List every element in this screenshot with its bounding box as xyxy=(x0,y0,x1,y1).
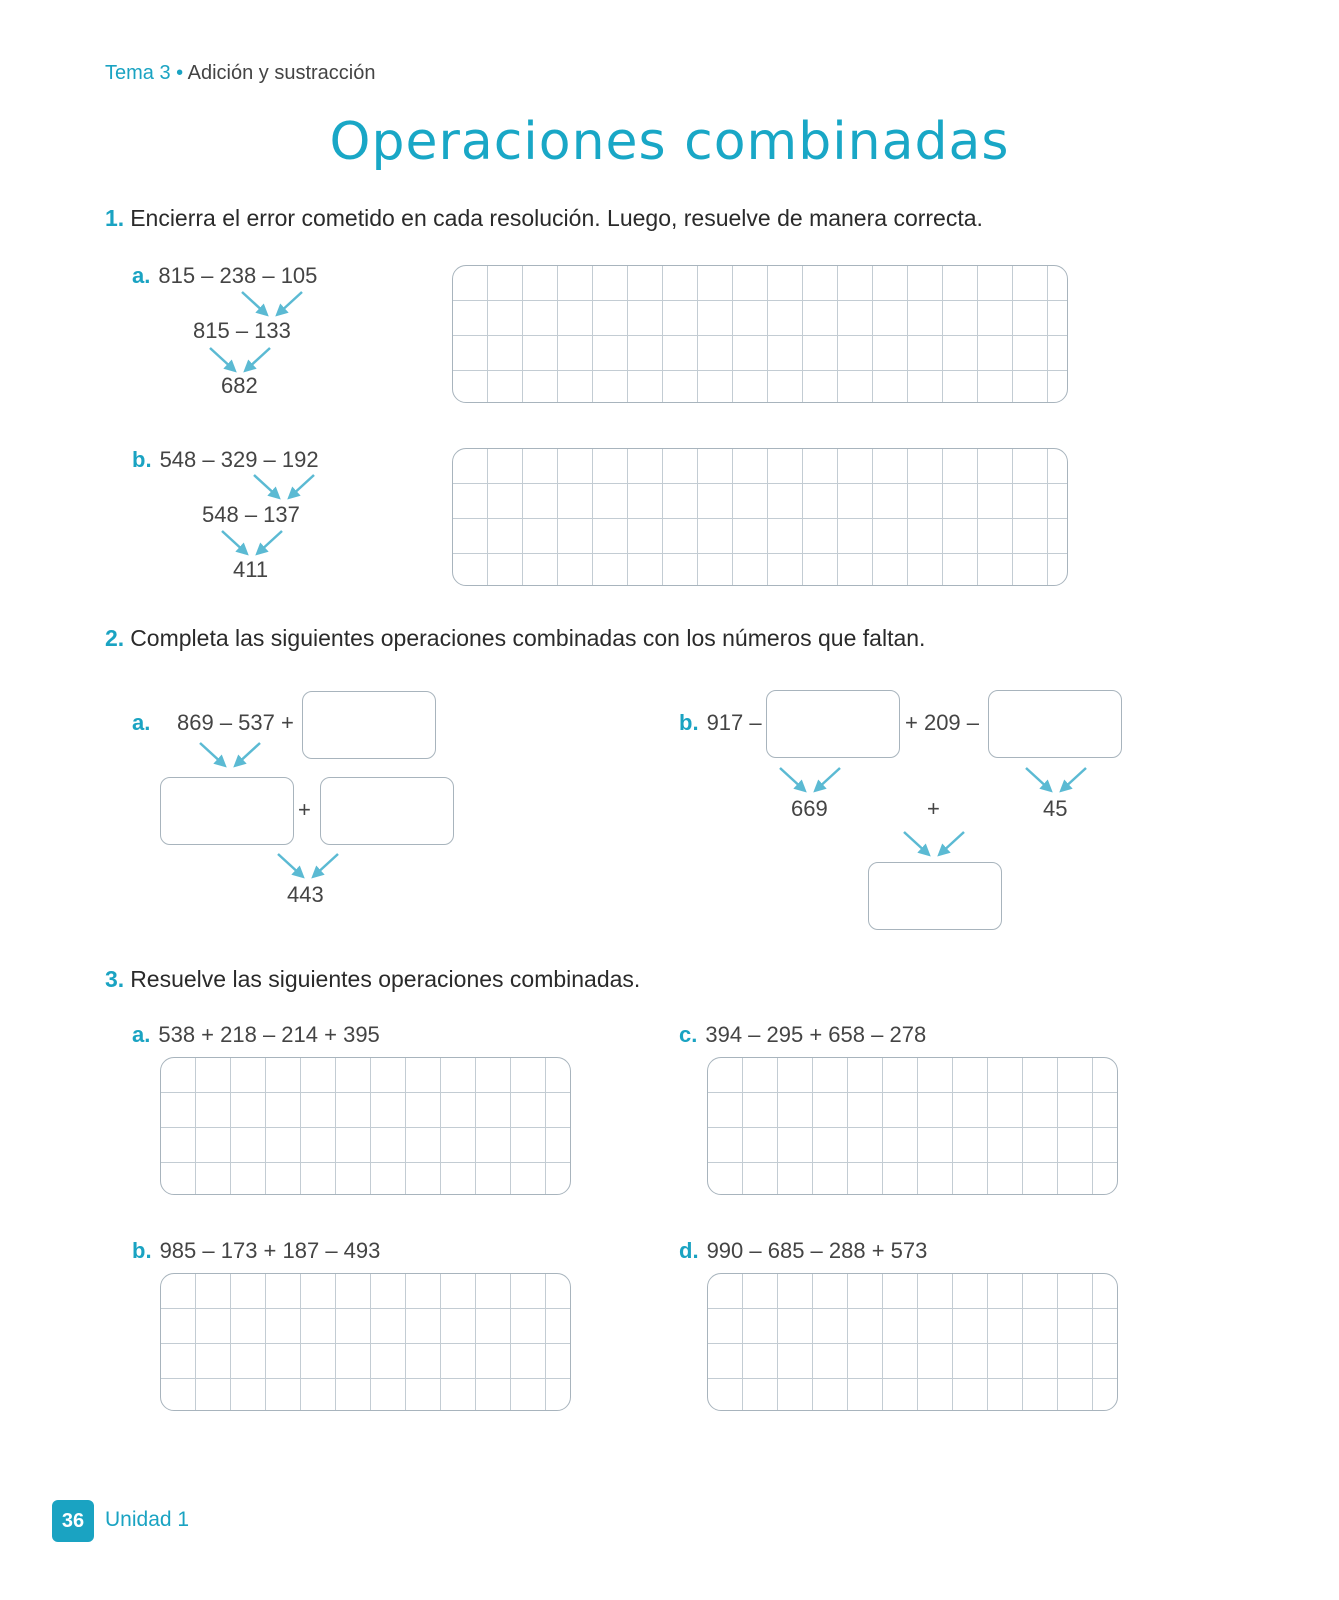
q2a-plus: + xyxy=(298,797,311,822)
q2b-right-result: 45 xyxy=(1043,796,1068,821)
q3c-answer-grid[interactable] xyxy=(707,1057,1118,1195)
q3d-expression: 990 – 685 – 288 + 573 xyxy=(706,1238,928,1263)
q2b-blank-2[interactable] xyxy=(988,690,1122,758)
question-1-number: 1. xyxy=(105,205,125,231)
q2b-arrows-right xyxy=(1022,766,1092,794)
q1b-arrows-1 xyxy=(250,473,320,501)
q3d-label xyxy=(679,1238,927,1264)
q1a-line2: 815 – 133 xyxy=(193,318,291,343)
q1b-answer-grid[interactable] xyxy=(452,448,1068,586)
q1b-letter: b. xyxy=(132,447,152,472)
q1a-line1 xyxy=(132,263,317,289)
question-2 xyxy=(105,625,925,652)
q2b-middle-expr: + 209 – xyxy=(905,710,980,735)
question-2-number: 2. xyxy=(105,625,125,651)
q2b-plus: + xyxy=(927,796,940,821)
q2a-expression: 869 – 537 + xyxy=(177,710,294,735)
q2a-letter-wrap xyxy=(132,710,158,736)
q2b-arrows-left xyxy=(776,766,846,794)
q2b-blank-1[interactable] xyxy=(766,690,900,758)
q3b-answer-grid[interactable] xyxy=(160,1273,571,1411)
page-number-badge: 36 xyxy=(52,1500,94,1542)
q2a-letter: a. xyxy=(132,710,151,735)
topic-label: Adición y sustracción xyxy=(187,62,376,84)
q2b-left-result: 669 xyxy=(791,796,828,821)
q2a-blank-1[interactable] xyxy=(302,691,436,759)
q2b-blank-result[interactable] xyxy=(868,862,1002,930)
q2b-arrows-bottom xyxy=(900,830,970,858)
q1a-arrows-1 xyxy=(238,290,308,318)
q3b-letter: b. xyxy=(132,1238,152,1263)
q2a-arrows-1 xyxy=(196,741,266,769)
page-title: Operaciones combinadas xyxy=(329,112,1010,172)
q1a-line3: 682 xyxy=(221,373,258,398)
q1a-letter: a. xyxy=(132,263,151,288)
question-2-text: Completa las siguientes operaciones combinadas con los números que faltan. xyxy=(130,625,926,651)
q1a-arrows-2 xyxy=(206,346,276,374)
question-3-text: Resuelve las siguientes operaciones combinadas. xyxy=(130,966,641,992)
question-1 xyxy=(105,205,983,232)
q3a-label xyxy=(132,1022,380,1048)
q2a-blank-3[interactable] xyxy=(320,777,454,845)
q3c-expression: 394 – 295 + 658 – 278 xyxy=(705,1022,927,1047)
q2a-arrows-2 xyxy=(274,852,344,880)
header-bullet: • xyxy=(176,62,184,84)
unit-label: Unidad 1 xyxy=(105,1508,190,1531)
q3c-label xyxy=(679,1022,926,1048)
q3d-answer-grid[interactable] xyxy=(707,1273,1118,1411)
q3a-expression: 538 + 218 – 214 + 395 xyxy=(158,1022,380,1047)
q1a-answer-grid[interactable] xyxy=(452,265,1068,403)
q1b-arrows-2 xyxy=(218,529,288,557)
q3d-letter: d. xyxy=(679,1238,699,1263)
q2b-start xyxy=(679,710,762,736)
q3a-answer-grid[interactable] xyxy=(160,1057,571,1195)
q3b-label xyxy=(132,1238,380,1264)
question-3 xyxy=(105,966,640,993)
q1b-line1 xyxy=(132,447,319,473)
q2a-blank-2[interactable] xyxy=(160,777,294,845)
tema-label: Tema 3 xyxy=(105,62,171,84)
q1a-expression: 815 – 238 – 105 xyxy=(158,263,318,288)
q2a-result: 443 xyxy=(287,882,324,907)
question-1-text: Encierra el error cometido en cada resolución. Luego, resuelve de manera correcta. xyxy=(130,205,983,231)
q1b-line2: 548 – 137 xyxy=(202,502,300,527)
q3a-letter: a. xyxy=(132,1022,151,1047)
q2b-letter: b. xyxy=(679,710,699,735)
q1b-line3: 411 xyxy=(233,557,269,582)
question-3-number: 3. xyxy=(105,966,125,992)
topic-header xyxy=(105,62,376,85)
q1b-expression: 548 – 329 – 192 xyxy=(159,447,319,472)
q3b-expression: 985 – 173 + 187 – 493 xyxy=(159,1238,381,1263)
q2b-start-expr: 917 – xyxy=(706,710,762,735)
q3c-letter: c. xyxy=(679,1022,698,1047)
